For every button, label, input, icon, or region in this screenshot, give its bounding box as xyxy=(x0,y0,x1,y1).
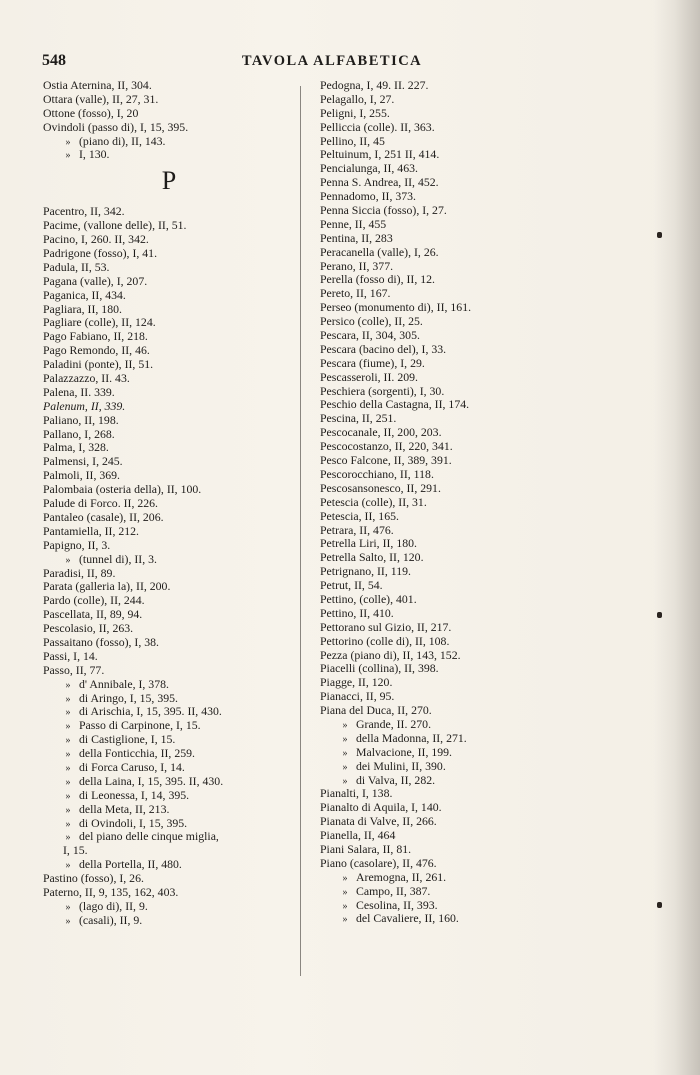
index-entry-text: Pettino, II, 410. xyxy=(320,605,394,620)
index-entry xyxy=(320,287,630,301)
index-entry-text: Petrella Salto, II, 120. xyxy=(320,550,424,565)
index-entry xyxy=(320,912,630,926)
ditto-mark: » xyxy=(342,719,348,731)
index-entry-text: Pastino (fosso), I, 26. xyxy=(43,871,144,886)
index-entry xyxy=(43,844,295,858)
index-entry xyxy=(320,218,630,232)
index-entry xyxy=(43,594,295,608)
index-entry xyxy=(320,760,630,774)
index-entry-text: (casali), II, 9. xyxy=(79,912,143,927)
index-entry-text: Pelagallo, I, 27. xyxy=(320,91,395,106)
index-entry-text: di Ovindoli, I, 15, 395. xyxy=(79,815,188,830)
index-entry-text: Grande, II. 270. xyxy=(356,716,432,731)
index-entry-text: Palombaia (osteria della), II, 100. xyxy=(43,482,202,497)
ink-mark xyxy=(657,902,662,908)
ditto-mark: » xyxy=(65,693,71,705)
index-entry-text: dei Mulini, II, 390. xyxy=(356,758,446,773)
index-entry-text: Pascellata, II, 89, 94. xyxy=(43,607,143,622)
index-entry-text: di Forca Caruso, I, 14. xyxy=(79,759,185,774)
index-entry xyxy=(320,787,630,801)
ditto-mark: » xyxy=(342,747,348,759)
index-entry xyxy=(320,315,630,329)
index-entry xyxy=(320,412,630,426)
index-entry-text: Perseo (monumento di), II, 161. xyxy=(320,300,472,315)
index-entry-text: Pettorano sul Gizio, II, 217. xyxy=(320,619,452,634)
ditto-mark: » xyxy=(65,915,71,927)
index-entry-text: Passo di Carpinone, I, 15. xyxy=(79,718,201,733)
ditto-mark: » xyxy=(65,136,71,148)
index-entry xyxy=(43,330,295,344)
index-entry xyxy=(320,607,630,621)
index-entry-text: Pianata di Valve, II, 266. xyxy=(320,814,437,829)
ditto-mark: » xyxy=(65,818,71,830)
index-entry xyxy=(320,454,630,468)
index-entry xyxy=(43,400,295,414)
index-entry xyxy=(320,246,630,260)
index-entry xyxy=(43,372,295,386)
index-entry-text: Pencialunga, II, 463. xyxy=(320,161,418,176)
index-entry-text: Pianacci, II, 95. xyxy=(320,689,395,704)
ditto-mark: » xyxy=(342,872,348,884)
index-entry-text: Ovindoli (passo di), I, 15, 395. xyxy=(43,119,189,134)
index-entry xyxy=(320,107,630,121)
index-entry-text: Petescia (colle), II, 31. xyxy=(320,494,427,509)
index-entry-text: Pedogna, I, 49. II. 227. xyxy=(320,78,429,92)
index-entry xyxy=(320,440,630,454)
index-entry xyxy=(43,525,295,539)
index-entry xyxy=(43,719,295,733)
index-entry-text: Passi, I, 14. xyxy=(43,648,98,663)
index-entry-text: (piano di), II, 143. xyxy=(79,133,166,148)
index-entry-text: Perella (fosso di), II, 12. xyxy=(320,272,435,287)
running-head: TAVOLA ALFABETICA xyxy=(241,53,423,69)
column-divider xyxy=(300,86,301,976)
index-entry-text: Palmoli, II, 369. xyxy=(43,468,121,483)
ditto-mark: » xyxy=(65,832,71,844)
index-entry xyxy=(43,886,295,900)
index-entry-text: di Castiglione, I, 15. xyxy=(79,732,176,747)
index-column-right xyxy=(320,79,630,926)
index-entry-text: Peschiera (sorgenti), I, 30. xyxy=(320,383,445,398)
index-entry xyxy=(43,872,295,886)
index-entry-text: Pescara, II, 304, 305. xyxy=(320,328,420,343)
index-entry-text: Ottara (valle), II, 27, 31. xyxy=(43,91,159,106)
index-entry xyxy=(43,483,295,497)
index-entry xyxy=(320,690,630,704)
index-entry xyxy=(43,608,295,622)
index-entry xyxy=(320,635,630,649)
index-entry-text: Pantaleo (casale), II, 206. xyxy=(43,509,164,524)
index-entry-text: Padrigone (fosso), I, 41. xyxy=(43,246,158,261)
index-entry xyxy=(43,275,295,289)
index-entry-text: della Portella, II, 480. xyxy=(79,857,182,872)
index-entry-text: Papigno, II, 3. xyxy=(43,537,111,552)
index-entry xyxy=(43,455,295,469)
index-entry xyxy=(320,371,630,385)
index-entry-text: Peschio della Castagna, II, 174. xyxy=(320,397,470,412)
index-entry-text: Piana del Duca, II, 270. xyxy=(320,703,432,718)
index-entry-text: della Meta, II, 213. xyxy=(79,801,170,816)
ditto-mark: » xyxy=(65,804,71,816)
index-entry xyxy=(43,414,295,428)
index-entry xyxy=(320,232,630,246)
index-entry-text: Pereto, II, 167. xyxy=(320,286,391,301)
index-entry-text: Piacelli (collina), II, 398. xyxy=(320,661,439,676)
ditto-mark: » xyxy=(342,886,348,898)
index-entry-text: Aremogna, II, 261. xyxy=(356,869,447,884)
index-entry xyxy=(43,650,295,664)
index-entry-text: Passo, II, 77. xyxy=(43,662,105,677)
ditto-mark: » xyxy=(65,749,71,761)
index-entry xyxy=(43,428,295,442)
index-entry xyxy=(320,565,630,579)
index-entry xyxy=(320,260,630,274)
index-entry-text: Pescasseroli, II. 209. xyxy=(320,369,418,384)
ditto-mark: » xyxy=(65,721,71,733)
index-entry-text: Malvacione, II, 199. xyxy=(356,744,452,759)
index-entry-text: Penne, II, 455 xyxy=(320,216,387,231)
index-entry xyxy=(320,899,630,913)
ditto-mark: » xyxy=(342,900,348,912)
index-entry xyxy=(320,662,630,676)
index-entry-text: Cesolina, II, 393. xyxy=(356,897,438,912)
index-entry-text: Pentina, II, 283 xyxy=(320,230,393,245)
index-entry-text: Palenum, II, 339. xyxy=(43,398,126,413)
ditto-mark: » xyxy=(342,775,348,787)
index-entry xyxy=(43,316,295,330)
index-entry-text: d' Annibale, I, 378. xyxy=(79,676,169,691)
index-entry xyxy=(320,426,630,440)
index-entry xyxy=(43,121,295,135)
index-entry xyxy=(320,676,630,690)
ditto-mark: » xyxy=(342,914,348,926)
ditto-mark: » xyxy=(342,761,348,773)
index-entry xyxy=(43,761,295,775)
index-entry xyxy=(43,803,295,817)
index-entry xyxy=(43,386,295,400)
ditto-mark: » xyxy=(342,733,348,745)
index-entry-text: Padula, II, 53. xyxy=(43,259,110,274)
index-entry-text: Pagliara, II, 180. xyxy=(43,301,122,316)
index-entry-text: Penna Siccia (fosso), I, 27. xyxy=(320,203,447,218)
ditto-mark: » xyxy=(65,735,71,747)
index-entry-text: (lago di), II, 9. xyxy=(79,898,148,913)
index-entry xyxy=(320,148,630,162)
index-entry-text: Paradisi, II, 89. xyxy=(43,565,116,580)
index-entry-text: Pescara (bacino del), I, 33. xyxy=(320,341,447,356)
index-entry xyxy=(320,815,630,829)
index-entry xyxy=(43,678,295,692)
index-entry xyxy=(43,511,295,525)
ditto-mark: » xyxy=(65,554,71,566)
index-entry-text: Pesco Falcone, II, 389, 391. xyxy=(320,453,452,468)
ditto-mark: » xyxy=(65,790,71,802)
index-entry-text: Pescocanale, II, 200, 203. xyxy=(320,425,442,440)
index-entry xyxy=(43,205,295,219)
index-entry-text: Pagliare (colle), II, 124. xyxy=(43,315,156,330)
index-entry-text: Pettino, (colle), 401. xyxy=(320,591,417,606)
index-entry xyxy=(43,247,295,261)
index-entry-text: della Fonticchia, II, 259. xyxy=(79,746,195,761)
page-number: 548 xyxy=(42,52,66,69)
index-entry-text: Pelliccia (colle). II, 363. xyxy=(320,119,435,134)
ditto-mark: » xyxy=(65,679,71,691)
index-entry-text: del Cavaliere, II, 160. xyxy=(356,911,459,926)
index-entry xyxy=(43,233,295,247)
index-entry-text: Paladini (ponte), II, 51. xyxy=(43,357,154,372)
index-entry-text: Pantamiella, II, 212. xyxy=(43,523,139,538)
page-header xyxy=(42,52,622,72)
index-entry-text: Parata (galleria la), II, 200. xyxy=(43,579,171,594)
index-entry xyxy=(43,580,295,594)
index-entry xyxy=(320,496,630,510)
index-entry xyxy=(320,482,630,496)
index-entry-text: Peracanella (valle), I, 26. xyxy=(320,244,439,259)
index-entry xyxy=(320,732,630,746)
index-entry xyxy=(43,135,295,149)
index-entry-text: Petrella Liri, II, 180. xyxy=(320,536,417,551)
index-entry xyxy=(43,775,295,789)
index-entry xyxy=(43,830,295,844)
index-entry xyxy=(43,303,295,317)
index-entry-text: Pescocostanzo, II, 220, 341. xyxy=(320,439,453,454)
index-entry-text: Palena, II. 339. xyxy=(43,384,115,399)
index-entry xyxy=(320,510,630,524)
index-entry xyxy=(320,551,630,565)
index-entry-text: Pezza (piano di), II, 143, 152. xyxy=(320,647,461,662)
ditto-mark: » xyxy=(65,901,71,913)
index-entry xyxy=(43,622,295,636)
index-entry-text: della Madonna, II, 271. xyxy=(356,730,467,745)
index-entry xyxy=(320,885,630,899)
index-entry xyxy=(320,801,630,815)
index-entry-text: Pacime, (vallone delle), II, 51. xyxy=(43,218,187,233)
index-entry-text: Palazzazzo, II. 43. xyxy=(43,371,130,386)
index-entry xyxy=(320,621,630,635)
ditto-mark: » xyxy=(65,707,71,719)
index-entry xyxy=(43,79,295,93)
index-entry-text: Pacentro, II, 342. xyxy=(43,204,125,219)
index-entry-text: di Leonessa, I, 14, 395. xyxy=(79,787,190,802)
index-entry-text: Ostia Aternina, II, 304. xyxy=(43,78,152,92)
index-entry xyxy=(43,441,295,455)
index-entry-text: Pallano, I, 268. xyxy=(43,426,115,441)
index-entry xyxy=(43,219,295,233)
index-entry-text: Passaitano (fosso), I, 38. xyxy=(43,634,159,649)
page-gutter-shadow xyxy=(654,0,700,1075)
index-entry-text: Ottone (fosso), I, 20 xyxy=(43,105,139,120)
ditto-mark: » xyxy=(65,150,71,162)
index-entry xyxy=(43,789,295,803)
index-entry xyxy=(320,121,630,135)
index-entry xyxy=(43,497,295,511)
index-entry xyxy=(320,579,630,593)
index-entry-text: Piano (casolare), II, 476. xyxy=(320,855,437,870)
index-entry-text: Campo, II, 387. xyxy=(356,883,431,898)
index-entry-text: Pacino, I, 260. II, 342. xyxy=(43,232,149,247)
index-entry xyxy=(320,774,630,788)
entries-right xyxy=(320,79,630,926)
index-entry xyxy=(43,539,295,553)
index-entry-text: Petrut, II, 54. xyxy=(320,578,383,593)
index-entry xyxy=(320,649,630,663)
index-entry-text: Penna S. Andrea, II, 452. xyxy=(320,175,439,190)
index-entry xyxy=(320,357,630,371)
index-entry-text: Paliano, II, 198. xyxy=(43,412,119,427)
index-entry xyxy=(320,176,630,190)
index-entry-text: della Laina, I, 15, 395. II, 430. xyxy=(79,773,224,788)
index-entry-text: Pescolasio, II, 263. xyxy=(43,621,134,636)
ditto-mark: » xyxy=(65,860,71,872)
index-entry-text: Persico (colle), II, 25. xyxy=(320,314,423,329)
index-entry xyxy=(320,593,630,607)
index-entry-text: Pago Fabiano, II, 218. xyxy=(43,329,148,344)
index-entry xyxy=(320,843,630,857)
index-entry xyxy=(43,692,295,706)
index-entry xyxy=(43,567,295,581)
index-entry xyxy=(43,148,295,162)
index-entry-text: Piagge, II, 120. xyxy=(320,675,393,690)
index-entry xyxy=(320,385,630,399)
index-entry xyxy=(320,398,630,412)
index-entry-text: Pennadomo, II, 373. xyxy=(320,189,416,204)
index-entry xyxy=(320,135,630,149)
index-entry xyxy=(43,858,295,872)
index-entry-text: Pago Remondo, II, 46. xyxy=(43,343,150,358)
entries-before-section xyxy=(43,79,295,162)
index-entry xyxy=(43,747,295,761)
index-entry xyxy=(320,718,630,732)
index-entry xyxy=(320,162,630,176)
index-entry xyxy=(320,79,630,93)
index-entry-text: Paterno, II, 9, 135, 162, 403. xyxy=(43,884,179,899)
index-entry-text: Pagana (valle), I, 207. xyxy=(43,273,148,288)
index-entry-text: Pardo (colle), II, 244. xyxy=(43,593,145,608)
section-letter: P xyxy=(161,166,177,196)
index-entry xyxy=(43,636,295,650)
index-entry xyxy=(43,705,295,719)
index-entry-text: Pescorocchiano, II, 118. xyxy=(320,466,434,481)
ink-mark xyxy=(657,232,662,238)
index-entry xyxy=(320,273,630,287)
index-entry-text: Petrara, II, 476. xyxy=(320,522,394,537)
entries-section-p xyxy=(43,205,295,927)
index-entry xyxy=(43,900,295,914)
index-entry-text: Perano, II, 377. xyxy=(320,258,394,273)
index-entry xyxy=(43,358,295,372)
index-entry-text: Pellino, II, 45 xyxy=(320,133,385,148)
index-entry-text: Petescia, II, 165. xyxy=(320,508,399,523)
index-entry xyxy=(43,107,295,121)
index-entry xyxy=(43,553,295,567)
index-entry-text: di Valva, II, 282. xyxy=(356,772,436,787)
ditto-mark: » xyxy=(65,776,71,788)
index-entry-text: di Arischia, I, 15, 395. II, 430. xyxy=(79,704,222,719)
index-entry-text: Pescina, II, 251. xyxy=(320,411,397,426)
index-entry-text: Peligni, I, 255. xyxy=(320,105,390,120)
index-entry xyxy=(320,468,630,482)
index-entry-text: Piani Salara, II, 81. xyxy=(320,841,412,856)
index-entry xyxy=(320,343,630,357)
index-entry xyxy=(43,664,295,678)
index-entry xyxy=(320,204,630,218)
index-entry xyxy=(43,733,295,747)
index-entry-text: Palmensi, I, 245. xyxy=(43,454,123,469)
index-column-left xyxy=(43,79,295,928)
index-entry-text: Pescara (fiume), I, 29. xyxy=(320,355,425,370)
index-entry-text: (tunnel di), II, 3. xyxy=(79,551,157,566)
index-entry-text: Palma, I, 328. xyxy=(43,440,109,455)
index-entry xyxy=(320,829,630,843)
index-entry-text: Peltuinum, I, 251 II, 414. xyxy=(320,147,440,162)
index-entry xyxy=(43,914,295,928)
index-entry-text: del piano delle cinque miglia, xyxy=(79,829,219,844)
ink-mark xyxy=(657,612,662,618)
index-entry xyxy=(43,344,295,358)
ditto-mark: » xyxy=(65,762,71,774)
index-entry-text: Pianalto di Aquila, I, 140. xyxy=(320,800,442,815)
index-entry xyxy=(320,871,630,885)
index-entry xyxy=(43,289,295,303)
index-entry xyxy=(43,817,295,831)
index-entry-text: Paganica, II, 434. xyxy=(43,287,126,302)
index-entry xyxy=(320,537,630,551)
index-entry xyxy=(320,704,630,718)
index-entry xyxy=(43,93,295,107)
index-entry-text: Petrignano, II, 119. xyxy=(320,564,411,579)
index-entry xyxy=(43,261,295,275)
index-entry xyxy=(320,524,630,538)
index-entry xyxy=(320,301,630,315)
index-entry xyxy=(320,329,630,343)
index-entry-text: I, 15. xyxy=(63,843,88,858)
index-entry xyxy=(320,93,630,107)
index-entry-text: Pianalti, I, 138. xyxy=(320,786,393,801)
index-entry xyxy=(43,469,295,483)
index-entry xyxy=(320,746,630,760)
index-entry-text: Pettorino (colle di), II, 108. xyxy=(320,633,450,648)
index-entry-text: Palude di Forco. II, 226. xyxy=(43,496,159,511)
index-entry-text: di Aringo, I, 15, 395. xyxy=(79,690,178,705)
index-entry-text: Pianella, II, 464 xyxy=(320,828,396,843)
index-entry xyxy=(320,857,630,871)
index-entry xyxy=(320,190,630,204)
index-entry-text: I, 130. xyxy=(79,147,110,162)
index-entry-text: Pescosansonesco, II, 291. xyxy=(320,480,441,495)
